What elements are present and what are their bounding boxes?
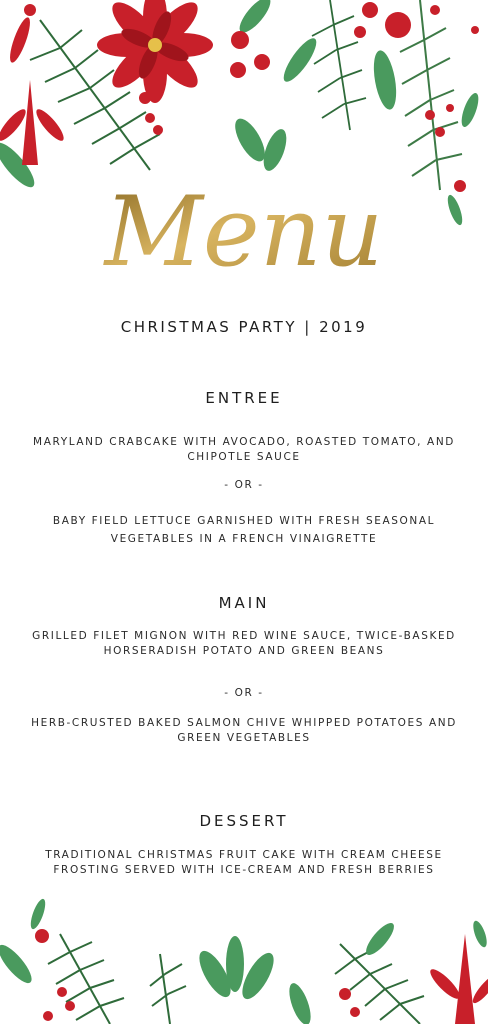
main-option-1: GRILLED FILET MIGNON WITH RED WINE SAUCE, TWICE-BASKED HORSERADISH POTATO AND GREEN BEANS (32, 630, 456, 657)
menu-title (0, 170, 488, 320)
main-option-2: HERB-CRUSTED BAKED SALMON CHIVE WHIPPED POTATOES AND GREEN VEGETABLES (31, 717, 457, 744)
bottom-floral-decoration (0, 894, 488, 1024)
or-separator: - OR - (224, 687, 264, 699)
entree-option-1: MARYLAND CRABCAKE WITH AVOCADO, ROASTED TOMATO, AND CHIPOTLE SAUCE (33, 436, 455, 463)
poinsettia-icon (97, 0, 213, 103)
svg-text:Menu: Menu (104, 176, 384, 288)
event-subtitle: CHRISTMAS PARTY | 2019 (120, 318, 368, 336)
section-heading-entree: ENTREE (205, 389, 283, 407)
section-heading-dessert: DESSERT (199, 812, 289, 830)
red-fern-icon (427, 934, 488, 1024)
section-heading-main: MAIN (218, 594, 270, 612)
dessert-option-1: TRADITIONAL CHRISTMAS FRUIT CAKE WITH CREAM CHEESE FROSTING SERVED WITH ICE-CREAM AND FRESH BERRIES (45, 849, 443, 876)
pine-branch-icon (312, 0, 366, 130)
entree-option-2: BABY FIELD LETTUCE GARNISHED WITH FRESH SEASONAL VEGETABLES IN A FRENCH VINAIGRETTE (52, 515, 436, 545)
red-fern-icon (0, 15, 67, 165)
or-separator: - OR - (224, 479, 264, 491)
berry-icon (24, 2, 479, 192)
